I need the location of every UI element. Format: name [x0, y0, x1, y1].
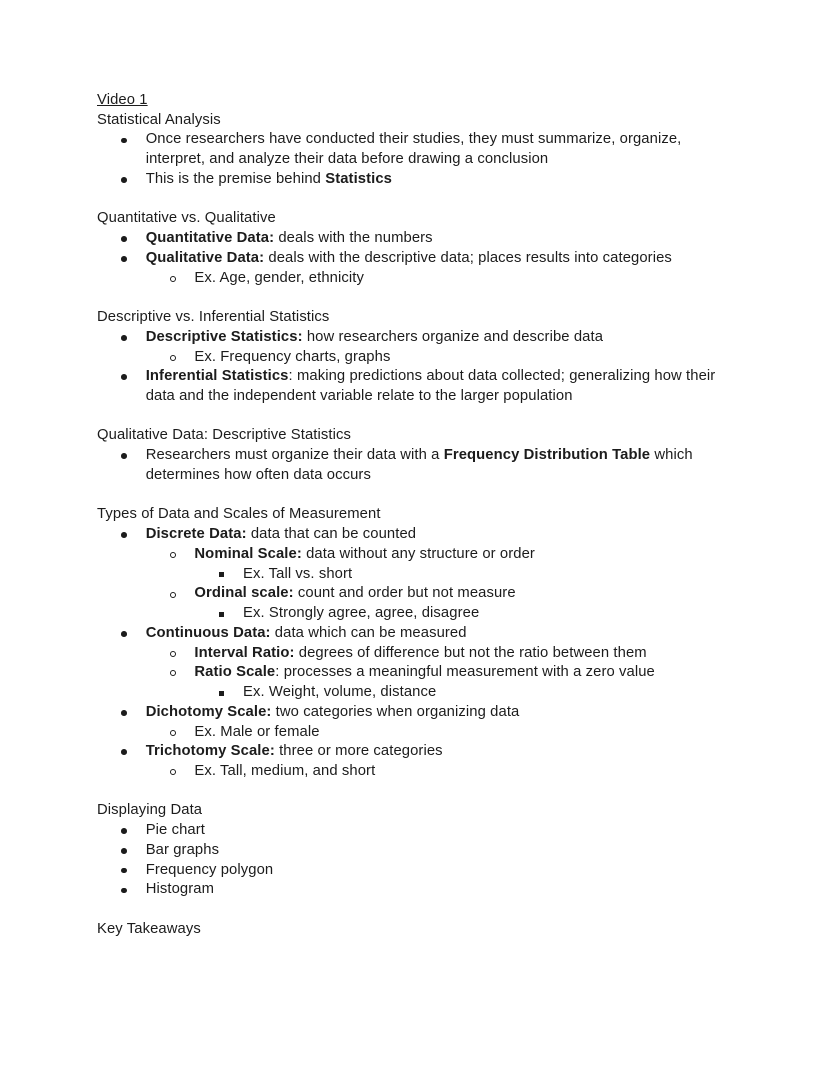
list-item [97, 249, 733, 269]
section-heading: Qualitative Data: Descriptive Statistics [97, 427, 351, 444]
section-heading: Key Takeaways [97, 920, 201, 937]
disc-bullet-icon [121, 710, 127, 716]
disc-bullet-icon [121, 888, 127, 894]
list-item [97, 565, 733, 585]
circle-bullet-icon [170, 276, 176, 282]
disc-bullet-icon [121, 828, 127, 834]
bold-term: Nominal Scale: [194, 545, 302, 562]
bold-term: Ratio Scale [194, 664, 276, 681]
list-item [97, 762, 733, 782]
text-segment: Once researchers have conducted their studies, they must summarize, organize, interpret, and analyze their data before drawing a conclusion [145, 131, 682, 168]
circle-bullet-icon [170, 730, 176, 736]
list-item [97, 170, 733, 190]
bold-term: Dichotomy Scale: [145, 703, 272, 720]
disc-bullet-icon [121, 749, 127, 755]
list-item [97, 130, 733, 169]
text-segment: how researchers organize and describe data [302, 328, 604, 345]
text-segment: This is the premise behind [145, 170, 326, 187]
text-segment: Histogram [145, 881, 215, 898]
text-segment: two categories when organizing data [271, 703, 520, 720]
bold-term: Trichotomy Scale: [145, 743, 275, 760]
text-segment: data without any structure or order [301, 545, 535, 562]
text-segment: Pie chart [145, 822, 205, 839]
disc-bullet-icon [121, 453, 127, 459]
text-segment: three or more categories [274, 743, 443, 760]
list-item [97, 821, 733, 841]
list-item [97, 841, 733, 861]
section-heading: Displaying Data [97, 802, 203, 819]
text-segment: degrees of difference but not the ratio between them [294, 644, 647, 661]
list-item [97, 663, 733, 683]
bold-term: Statistics [325, 170, 393, 187]
text-segment: Ex. Male or female [194, 723, 320, 740]
list-item [97, 624, 733, 644]
note-section [97, 426, 733, 485]
circle-bullet-icon [170, 769, 176, 775]
text-segment: data which can be measured [270, 624, 467, 641]
bold-term: Inferential Statistics [145, 368, 289, 385]
note-section [97, 209, 733, 288]
disc-bullet-icon [121, 177, 127, 183]
list-item [97, 703, 733, 723]
text-segment: which determines how often data occurs [145, 447, 693, 483]
circle-bullet-icon [170, 651, 176, 657]
text-segment: Ex. Tall, medium, and short [194, 762, 376, 779]
section-heading: Types of Data and Scales of Measurement [97, 506, 381, 523]
bold-term: Quantitative Data: [145, 230, 275, 247]
bold-term: Continuous Data: [145, 624, 271, 641]
note-section [97, 308, 733, 407]
text-segment: Bar graphs [145, 841, 220, 858]
text-segment: deals with the descriptive data; places results into categories [264, 249, 672, 266]
text-segment: : processes a meaningful measurement with a zero value [275, 664, 655, 681]
list-item [97, 880, 733, 900]
bold-term: Ordinal scale: [194, 585, 294, 602]
disc-bullet-icon [121, 631, 127, 637]
note-section [97, 801, 733, 900]
list-item [97, 229, 733, 249]
disc-bullet-icon [121, 138, 127, 144]
list-item [97, 644, 733, 664]
disc-bullet-icon [121, 256, 127, 262]
list-item [97, 269, 733, 289]
circle-bullet-icon [170, 552, 176, 558]
list-item [97, 446, 733, 485]
text-segment: Ex. Tall vs. short [243, 565, 353, 582]
text-segment: Ex. Age, gender, ethnicity [194, 269, 364, 286]
section-heading: Video 1 [97, 92, 148, 108]
document-body [97, 91, 733, 940]
disc-bullet-icon [121, 868, 127, 874]
text-segment: deals with the numbers [274, 230, 433, 247]
circle-bullet-icon [170, 355, 176, 361]
text-segment: Researchers must organize their data with a [145, 447, 444, 464]
text-segment: Frequency polygon [145, 861, 274, 878]
note-section [97, 920, 733, 940]
square-bullet-icon [219, 612, 224, 617]
list-item [97, 604, 733, 624]
list-item [97, 723, 733, 743]
list-item [97, 525, 733, 545]
disc-bullet-icon [121, 532, 127, 538]
section-heading: Descriptive vs. Inferential Statistics [97, 309, 330, 326]
list-item [97, 683, 733, 703]
note-section [97, 505, 733, 781]
section-heading: Quantitative vs. Qualitative [97, 210, 276, 227]
list-item [97, 328, 733, 348]
list-item [97, 545, 733, 565]
disc-bullet-icon [121, 848, 127, 854]
bold-term: Qualitative Data: [145, 249, 265, 266]
list-item [97, 584, 733, 604]
list-item [97, 742, 733, 762]
disc-bullet-icon [121, 374, 127, 380]
text-segment: Ex. Strongly agree, agree, disagree [243, 605, 480, 622]
list-item [97, 367, 733, 406]
bold-term: Descriptive Statistics: [145, 328, 303, 345]
bold-term: Interval Ratio: [194, 644, 295, 661]
text-segment: count and order but not measure [293, 585, 516, 602]
disc-bullet-icon [121, 335, 127, 341]
list-item [97, 861, 733, 881]
note-section [97, 91, 733, 190]
circle-bullet-icon [170, 670, 176, 676]
bold-term: Discrete Data: [145, 526, 247, 543]
square-bullet-icon [219, 691, 224, 696]
text-segment: data that can be counted [246, 526, 417, 543]
list-item [97, 348, 733, 368]
text-segment: Ex. Frequency charts, graphs [194, 348, 391, 365]
section-heading: Statistical Analysis [97, 111, 221, 128]
circle-bullet-icon [170, 592, 176, 598]
disc-bullet-icon [121, 236, 127, 242]
text-segment: Ex. Weight, volume, distance [243, 684, 437, 701]
bold-term: Frequency Distribution Table [443, 447, 651, 464]
text-segment: : making predictions about data collected; generalizing how their data and the independent variable relate to the larger population [145, 368, 716, 405]
square-bullet-icon [219, 572, 224, 577]
